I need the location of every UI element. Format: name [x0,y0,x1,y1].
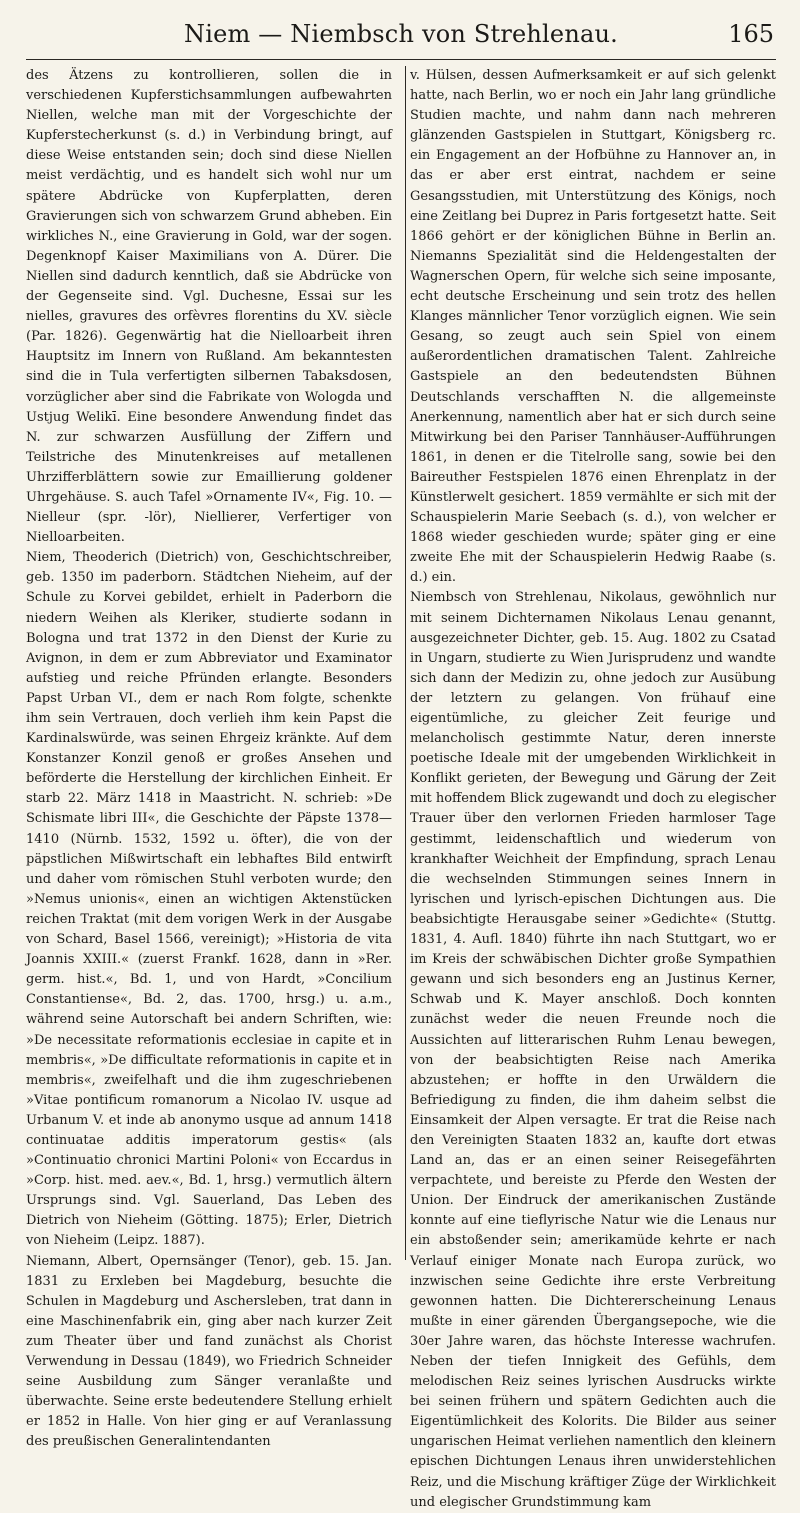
entry-niembsch-von-strehlenau: Niembsch von Strehlenau, Nikolaus, gewöhnlich nur mit seinem Dichternamen Nikolaus Lenau genannt, ausgezeichneter Dichter, geb. 15. Aug. 1802 zu Csatad in Ungarn, studierte zu Wien Jurisprudenz und wandte sich dann der Medizin zu, ohne jedoch zur Ausübung der letztern zu gelangen. Von frühauf eine eigentümliche, zu gleicher Zeit feurige und melancholisch gestimmte Natur, deren innerste poetische Ideale mit der umgebenden Wirklichkeit in Konflikt gerieten, der Bewegung und Gärung der Zeit mit hoffendem Blick zugewandt und doch zu elegischer Trauer über den verlornen Frieden harmloser Tage gestimmt, leidenschaftlich und wiederum von krankhafter Weichheit der Empfindung, sprach Lenau die wechselnden Stimmungen seines Innern in lyrischen und lyrisch-epischen Dichtungen aus. Die beabsichtigte Herausgabe seiner »Gedichte« (Stuttg. 1831, 4. Aufl. 1840) führte ihn nach Stuttgart, wo er im Kreis der schwäbischen Dichter große Sympathien gewann und sich besonders eng an Justinus Kerner, Schwab und K. Mayer anschloß. Doch konnten zunächst weder die neuen Freunde noch die Aussichten auf litterarischen Ruhm Lenau bewegen, von der beabsichtigten Reise nach Amerika abzustehen; er hoffte in den Urwäldern die Befriedigung zu finden, die ihm daheim selbst die Einsamkeit der Alpen versagte. Er trat die Reise nach den Vereinigten Staaten 1832 an, kaufte dort etwas Land an, das er an einen seiner Reisegefährten verpachtete, und bereiste zu Pferde den Westen der Union. Der Eindruck der amerikanischen Zustände konnte auf eine tieflyrische Natur wie die Lenaus nur ein abstoßender sein; amerikamüde kehrte er nach Verlauf einiger Monate nach Europa zurück, wo inzwischen seine Gedichte ihre erste Verbreitung gewonnen hatten. Die Dichtererscheinung Lenaus mußte in einer gärenden Übergangsepoche, wie die 30er Jahre waren, das höchste Interesse wachrufen. Neben der tiefen Innigkeit des Gefühls, dem melodischen Reiz seines lyrischen Ausdrucks wirkte bei seinen frühern und spätern Gedichten auch die Eigentümlichkeit des Kolorits. Die Bilder aus seiner ungarischen Heimat verliehen namentlich den kleinern epischen Dichtungen Lenaus ihren unwiderstehlichen Reiz, und die Mischung kräftiger Züge der Wirklichkeit und elegischer Grundstimmung kam [410,590,776,1510]
right-column [410,66,776,1510]
text-columns [26,66,776,1510]
entry-niemann: Niemann, Albert, Opernsänger (Tenor), geb. 15. Jan. 1831 zu Erxleben bei Magdeburg, besuchte die Schulen in Magdeburg und Aschersleben, trat dann in eine Maschinenfabrik ein, ging aber nach kurzer Zeit zum Theater über und fand zunächst als Chorist Verwendung in Dessau (1849), wo Friedrich Schneider seine Ausbildung zum Sänger veranlaßte und überwachte. Seine erste bedeutendere Stellung erhielt er 1852 in Halle. Von hier ging er auf Veranlassung des preußischen Generalintendanten [26,1253,392,1450]
paragraph-niello-continued: des Ätzens zu kontrollieren, sollen die in verschiedenen Kupferstichsammlungen aufbewahrten Niellen, welche man mit der Vorgeschichte der Kupferstecherkunst (s. d.) in Verbindung bringt, auf diese Weise entstanden sein; doch sind diese Niellen meist verdächtig, und es handelt sich wohl nur um spätere Abdrücke von Kupferplatten, deren Gravierungen sich von schwarzem Grund abheben. Ein wirkliches N., eine Gravierung in Gold, war der sogen. Degenknopf Kaiser Maximilians von A. Dürer. Die Niellen sind dadurch kenntlich, daß sie Abdrücke von der Gegenseite sind. Vgl. Duchesne, Essai sur les nielles, gravures des orfèvres florentins du XV. siècle (Par. 1826). Gegenwärtig hat die Nielloarbeit ihren Hauptsitz im Innern von Rußland. Am bekanntesten sind die in Tula verfertigten silbernen Tabaksdosen, vorzüglicher aber sind die Fabrikate von Wologda und Ustjug Welikī. Eine besondere Anwendung findet das N. zur schwarzen Ausfüllung der Ziffern und Teilstriche des Minutenkreises auf metallenen Uhrzifferblättern sowie zur Emaillierung goldener Uhrgehäuse. S. auch Tafel »Ornamente IV«, Fig. 10. — Nielleur (spr. -lör), Niellierer, Verfertiger von Nielloarbeiten. [26,68,392,546]
entry-niem: Niem, Theoderich (Dietrich) von, Geschichtschreiber, geb. 1350 im paderborn. Städtchen Nieheim, auf der Schule zu Korvei gebildet, erhielt in Paderborn die niedern Weihen als Kleriker, studierte sodann in Bologna und trat 1372 in den Dienst der Kurie zu Avignon, in dem er zum Abbreviator und Examinator aufstieg und reiche Pfründen erlangte. Besonders Papst Urban VI., dem er nach Rom folgte, schenkte ihm sein Vertrauen, doch verlieh ihm kein Papst die Kardinalswürde, was seinen Ehrgeiz kränkte. Auf dem Konstanzer Konzil genoß er großes Ansehen und beförderte die Herstellung der kirchlichen Einheit. Er starb 22. März 1418 in Maastricht. N. schrieb: »De Schismate libri III«, die Geschichte der Päpste 1378—1410 (Nürnb. 1532, 1592 u. öfter), die von der päpstlichen Mißwirtschaft ein lebhaftes Bild entwirft und daher vom römischen Stuhl verboten wurde; den »Nemus unionis«, einen an wichtigen Aktenstücken reichen Traktat (mit dem vorigen Werk in der Ausgabe von Schard, Basel 1566, vereinigt); »Historia de vita Joannis XXIII.« (zuerst Frankf. 1628, dann in »Rer. germ. hist.«, Bd. 1, und von Hardt, »Concilium Constantiense«, Bd. 2, das. 1700, hrsg.) u. a.m., während seine Autorschaft bei andern Schriften, wie: »De necessitate reformationis ecclesiae in capite et in membris«, »De difficultate reformationis in capite et in membris«, zweifelhaft und die ihm zugeschriebenen »Vitae pontificum romanorum a Nicolao IV. usque ad Urbanum V. et inde ab anonymo usque ad annum 1418 continuatae additis imperatorum gestis« (als »Continuatio chronici Martini Poloni« von Eccardus in »Corp. hist. med. aev.«, Bd. 1, hrsg.) vermutlich ältern Ursprungs sind. Vgl. Sauerland, Das Leben des Dietrich von Nieheim (Götting. 1875); Erler, Dietrich von Nieheim (Leipz. 1887). [26,550,392,1249]
page-number: 165 [728,20,774,48]
page-title: Niem — Niembsch von Strehlenau. [184,20,618,48]
column-divider [405,66,406,1260]
left-column [26,66,392,1450]
paragraph-niemann-continued: v. Hülsen, dessen Aufmerksamkeit er auf sich gelenkt hatte, nach Berlin, wo er noch ein Jahr lang gründliche Studien machte, und nahm dann nach mehreren glänzenden Gastspielen in Stuttgart, Königsberg rc. ein Engagement an der Hofbühne zu Hannover an, in das er aber erst eintrat, nachdem er seine Gesangsstudien, mit Unterstützung des Königs, noch eine Zeitlang bei Duprez in Paris fortgesetzt hatte. Seit 1866 gehört er der königlichen Bühne in Berlin an. Niemanns Spezialität sind die Heldengestalten der Wagnerschen Opern, für welche sich seine imposante, echt deutsche Erscheinung und sein trotz des hellen Klanges männlicher Tenor vorzüglich eignen. Wie sein Gesang, so zeugt auch sein Spiel von einem außerordentlichen dramatischen Talent. Zahlreiche Gastspiele an den bedeutendsten Bühnen Deutschlands verschafften N. die allgemeinste Anerkennung, namentlich aber hat er sich durch seine Mitwirkung bei den Pariser Tannhäuser-Aufführungen 1861, in denen er die Titelrolle sang, sowie bei den Baireuther Festspielen 1876 einen Ehrenplatz in der Künstlerwelt gesichert. 1859 vermählte er sich mit der Schauspielerin Marie Seebach (s. d.), von welcher er 1868 wieder geschieden wurde; später ging er eine zweite Ehe mit der Schauspielerin Hedwig Raabe (s. d.) ein. [410,68,776,586]
running-header [26,14,776,60]
